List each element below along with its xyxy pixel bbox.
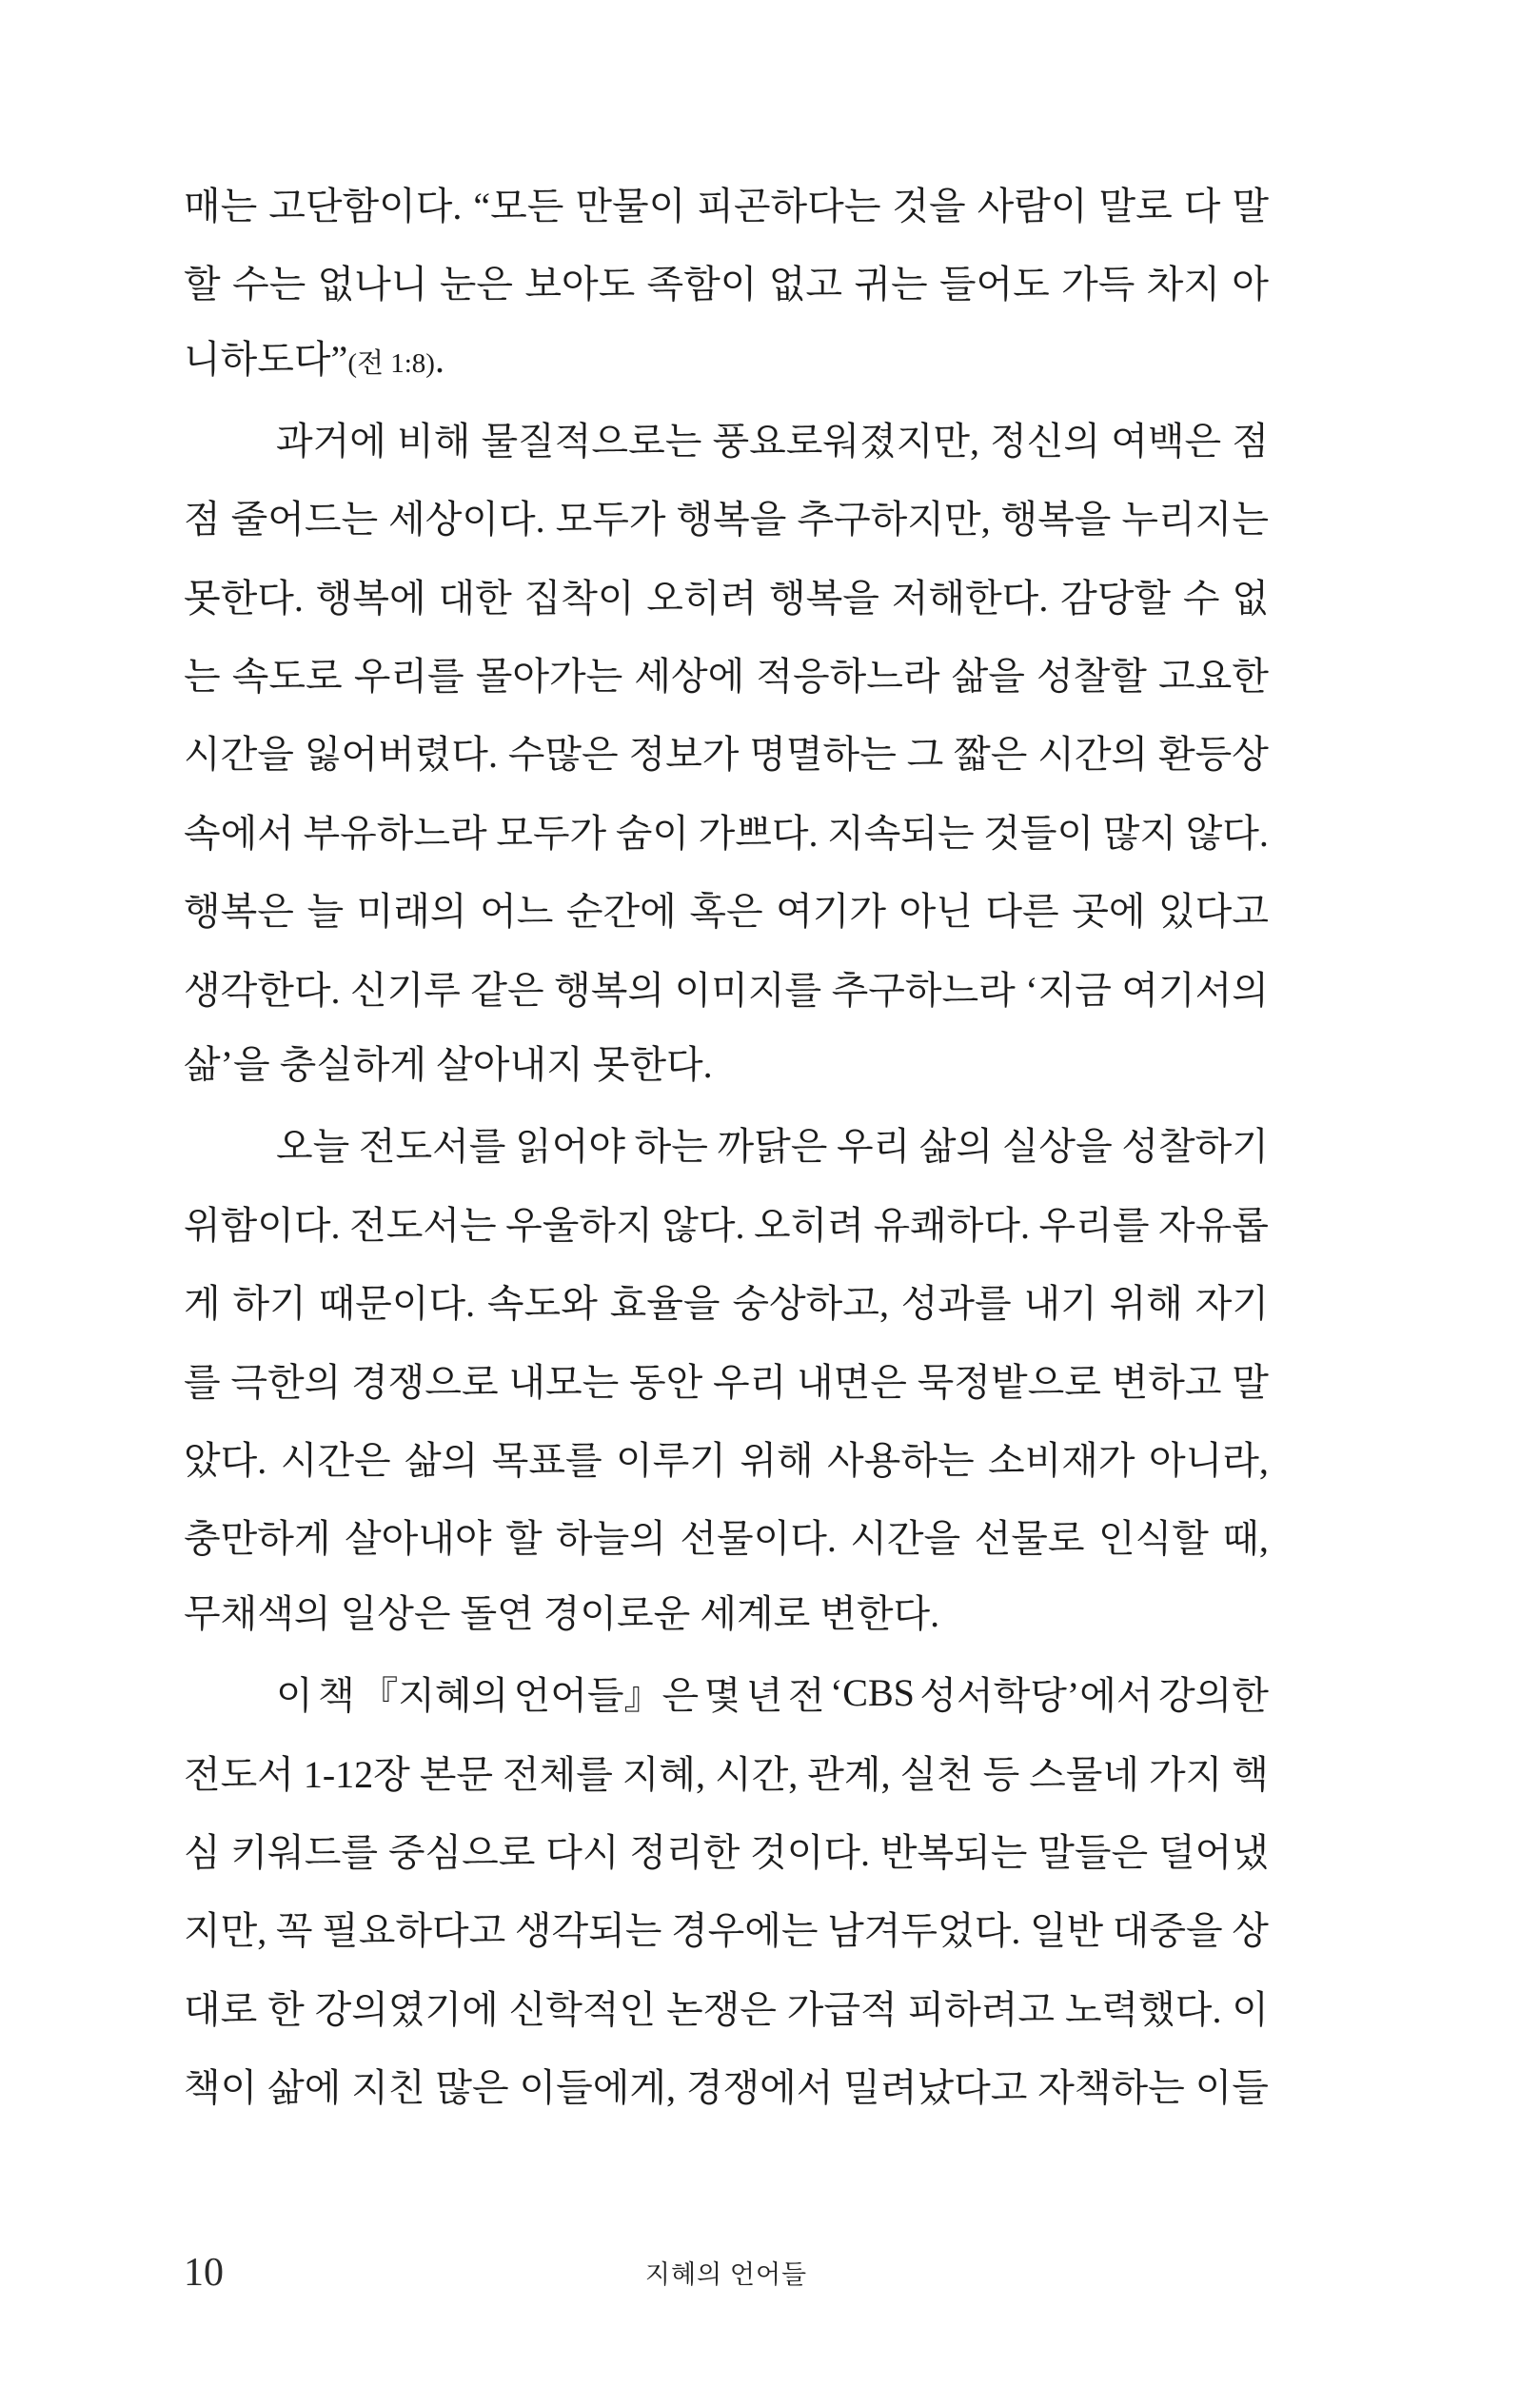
word: 묵정밭으로 [917, 1360, 1101, 1404]
word: 행복을 [676, 498, 787, 542]
word: 몇 [703, 1674, 741, 1718]
text-line [184, 242, 1269, 320]
text-line [184, 713, 1269, 791]
word: 속에서 [184, 811, 294, 855]
word: 삶을 [951, 655, 1025, 699]
word: 감당할 [1060, 576, 1172, 620]
word: 시간을 [850, 1517, 961, 1561]
word: 전 [787, 1674, 825, 1718]
word: 시간의 [1037, 733, 1149, 777]
word: 등 [982, 1752, 1020, 1796]
word: 정리한 [629, 1830, 740, 1874]
text-line [184, 1653, 1269, 1731]
word: 대한 [438, 576, 512, 620]
word: 비해 [397, 419, 471, 463]
word: 세상에 [634, 655, 745, 699]
word: 읽어야 [515, 1125, 625, 1169]
word: 논쟁은 [666, 1987, 777, 2031]
word: 여기가 [776, 890, 887, 934]
word: 눈은 [439, 263, 514, 306]
word: 수많은 [507, 733, 619, 777]
word: 때문이다. [318, 1282, 476, 1326]
text-line [184, 1810, 1269, 1888]
word: 를 [184, 1360, 221, 1404]
word: 『지혜의 [360, 1674, 509, 1718]
word: 여기서의 [1121, 968, 1269, 1012]
word: 내면은 [797, 1360, 907, 1404]
word: 한 [267, 1987, 305, 2031]
text-line: 삶’을 충실하게 살아내지 못한다. [184, 1043, 713, 1087]
word: 보아도 [524, 263, 636, 306]
word: 생각한다. [184, 968, 341, 1012]
word: 세상이다. [388, 498, 545, 542]
word: 신기루 [350, 968, 461, 1012]
word: 수 [1182, 576, 1220, 620]
word: 있다고 [1158, 890, 1269, 934]
word: 않다. [1185, 811, 1269, 855]
word: 스물네 [1029, 1752, 1140, 1796]
word: 실천 [899, 1752, 974, 1796]
body-text-block [184, 164, 1269, 2124]
word: 없나니 [317, 263, 428, 306]
word: 경쟁에서 [685, 2066, 834, 2110]
word: 만물이 [575, 184, 686, 227]
word: 할 [184, 263, 221, 306]
word: 이 [276, 1674, 313, 1718]
word: 남겨두었다. [827, 1909, 1021, 1953]
word: 동안 [628, 1360, 703, 1404]
word: 충만하게 [184, 1517, 331, 1561]
word: 여백은 [1111, 419, 1222, 463]
text-line [184, 1105, 1269, 1183]
word: 우리를 [1038, 1203, 1150, 1247]
word: 누리지는 [1121, 498, 1269, 542]
word: 하기 [232, 1282, 306, 1326]
word: 고단함이다. [268, 184, 463, 227]
word: 물질적으로는 [481, 419, 702, 463]
word: 효율을 [609, 1282, 721, 1326]
word: 지혜, [622, 1752, 706, 1796]
word: 책이 [184, 2066, 258, 2110]
word: 키워드를 [230, 1830, 379, 1874]
word: 생각되는 [514, 1909, 662, 1953]
word: 전도서를 [358, 1125, 506, 1169]
word: 고요한 [1158, 655, 1269, 699]
word: 심 [184, 1830, 221, 1874]
word: 행복에 [315, 576, 426, 620]
word: 오히려 [754, 1203, 864, 1247]
word: 자책하는 [1037, 2066, 1185, 2110]
word: 점 [184, 498, 221, 542]
text-line [184, 2045, 1269, 2123]
page-footer [184, 2244, 1269, 2301]
word: 하는 [634, 1125, 708, 1169]
word: 말들은 [1037, 1830, 1149, 1874]
word: 줄어드는 [230, 498, 379, 542]
word: 말 [1232, 184, 1269, 227]
word: 가득 [1061, 263, 1135, 306]
word: 았다. [184, 1438, 267, 1482]
word: 명멸하는 [749, 733, 897, 777]
word: 늘 [306, 890, 345, 934]
word: 시간은 [280, 1438, 391, 1482]
word: 피곤하다는 [697, 184, 881, 227]
word: 할 [504, 1517, 543, 1561]
word: 추구하느라 [831, 968, 1016, 1012]
word: 저해한다. [891, 576, 1049, 620]
word: 곳에 [1072, 890, 1146, 934]
word: 행복을 [1000, 498, 1112, 542]
word: 관계, [807, 1752, 891, 1796]
text-line [184, 399, 1269, 477]
word: 덜어냈 [1158, 1830, 1269, 1874]
word: 성찰할 [1037, 655, 1147, 699]
word: 우리를 [353, 655, 464, 699]
text-line [184, 1340, 1269, 1418]
word: 때, [1222, 1517, 1269, 1561]
word: 극한의 [230, 1360, 342, 1404]
text-line [184, 791, 1269, 869]
word: 언어들』은 [513, 1674, 700, 1718]
word: 년 [745, 1674, 783, 1718]
word: ‘지금 [1025, 968, 1112, 1012]
word: 말로 [1098, 184, 1173, 227]
word: 내모는 [508, 1360, 620, 1404]
running-title: 지혜의 언어들 [644, 2260, 808, 2289]
word: 차지 [1146, 263, 1220, 306]
word: 집착이 [523, 576, 635, 620]
word: 신학적인 [508, 1987, 657, 2031]
word: 필요하다고 [322, 1909, 506, 1953]
text-line [184, 1418, 1269, 1496]
word: 같은 [470, 968, 544, 1012]
text-line [184, 870, 1269, 948]
page-number: 10 [184, 2251, 224, 2295]
word: 않다. [661, 1203, 745, 1247]
word: 다른 [985, 890, 1059, 934]
word: 과거에 [276, 419, 386, 463]
text-line [184, 634, 1269, 712]
word: 삶의 [405, 1438, 479, 1482]
word: 반복되는 [879, 1830, 1028, 1874]
word: 아닌 [898, 890, 973, 934]
word: 부유하느라 [303, 811, 487, 855]
word: 가급적 [786, 1987, 898, 2031]
word: 못한다. [184, 576, 304, 620]
word: 것을 [892, 184, 966, 227]
word: 하늘의 [555, 1517, 666, 1561]
word: 일반 [1029, 1909, 1104, 1953]
word: 족함이 [646, 263, 758, 306]
text-line [184, 1183, 1269, 1261]
text-line [184, 948, 1269, 1026]
word: 중심으로 [387, 1830, 536, 1874]
word: 적응하느라 [756, 655, 940, 699]
word: 행복의 [554, 968, 665, 1012]
word: ‘CBS [829, 1671, 915, 1715]
word: 짧은 [954, 733, 1028, 777]
word: 삶에 [267, 2066, 342, 2110]
word: 대로 [184, 1987, 258, 2031]
word: 다시 [545, 1830, 620, 1874]
word: 전도서 [184, 1752, 294, 1796]
word: 혹은 [689, 890, 763, 934]
word: 아니라, [1148, 1438, 1269, 1482]
word: 선물이다. [680, 1517, 837, 1561]
word: 가지 [1149, 1752, 1223, 1796]
word: 없 [1232, 576, 1269, 620]
word: 목표를 [491, 1438, 602, 1482]
word: 소비재가 [988, 1438, 1135, 1482]
word: 속도로 [231, 655, 343, 699]
word: 이미지를 [674, 968, 822, 1012]
word: 위함이다. [184, 1203, 341, 1247]
word: 내기 [1023, 1282, 1097, 1326]
word: 본문 [419, 1752, 494, 1796]
word: 지속되는 [827, 811, 975, 855]
word: 그 [906, 733, 944, 777]
word: 숨이 [615, 811, 690, 855]
word: 게 [184, 1282, 221, 1326]
text-line [184, 478, 1269, 556]
word: 피하려고 [907, 1987, 1056, 2031]
word: 변하고 [1111, 1360, 1222, 1404]
word: 것이다. [750, 1830, 871, 1874]
word: 1-12장 [303, 1752, 410, 1796]
word: 자기 [1194, 1282, 1269, 1326]
word: 우리 [713, 1360, 787, 1404]
word: 성서학당’에서 [919, 1674, 1154, 1718]
word: 순간에 [565, 890, 677, 934]
word: 전체를 [502, 1752, 613, 1796]
word: 성찰하기 [1121, 1125, 1269, 1169]
word: 대중을 [1112, 1909, 1223, 1953]
word: 시간, [714, 1752, 799, 1796]
word: 많지 [1102, 811, 1177, 855]
word: 숭상하고, [732, 1282, 889, 1326]
text-line [184, 164, 1269, 242]
word: 풍요로워졌지만, [712, 419, 979, 463]
word: 몰아가는 [475, 655, 623, 699]
word: 경우에는 [671, 1909, 819, 1953]
word: 속도와 [486, 1282, 598, 1326]
word: 오늘 [276, 1125, 350, 1169]
word: 어느 [480, 890, 554, 934]
word: 행복을 [769, 576, 879, 620]
word: 모두가 [555, 498, 666, 542]
word: 모두가 [496, 811, 607, 855]
word: 지만, [184, 1909, 267, 1953]
word: 까닭은 [717, 1125, 828, 1169]
word: 사람이 [977, 184, 1088, 227]
word: 밀려났다고 [843, 2066, 1028, 2110]
word: 핵 [1232, 1752, 1269, 1796]
word: 인식할 [1097, 1517, 1209, 1561]
word: 귀는 [854, 263, 928, 306]
word: 유쾌하다. [873, 1203, 1031, 1247]
text-line [184, 321, 1269, 399]
text-line [184, 1497, 1269, 1575]
word: 성과를 [900, 1282, 1012, 1326]
word: 시간을 [184, 733, 294, 777]
scripture-citation: (전 1:8) [347, 347, 435, 379]
word: 말 [1232, 1360, 1269, 1404]
word: 오히려 [646, 576, 758, 620]
word: 것들이 [983, 811, 1095, 855]
word: 사용하는 [827, 1438, 975, 1482]
text-line [184, 1261, 1269, 1339]
word: 정보가 [628, 733, 740, 777]
word: 이들에게, [519, 2066, 676, 2110]
word: 자유롭 [1157, 1203, 1269, 1247]
word: 이들 [1194, 2066, 1269, 2110]
word: 수는 [231, 263, 306, 306]
word: 들어도 [938, 263, 1050, 306]
word: 지친 [351, 2066, 425, 2110]
word: 노력했다. [1064, 1987, 1222, 2031]
word: 는 [184, 655, 221, 699]
text-segment: 니하도다” [184, 337, 348, 381]
word: 추구하지만, [797, 498, 991, 542]
word: 위해 [740, 1438, 814, 1482]
word: 살아내야 [344, 1517, 492, 1561]
word: 많은 [435, 2066, 509, 2110]
word: 삶의 [918, 1125, 994, 1169]
word: 전도서는 [349, 1203, 497, 1247]
word: 이 [1232, 1987, 1269, 2031]
text-segment: . [434, 337, 444, 381]
word: 점 [1232, 419, 1269, 463]
word: 우리 [837, 1125, 911, 1169]
word: 책 [318, 1674, 355, 1718]
word: 우울하지 [505, 1203, 653, 1247]
word: 선물로 [974, 1517, 1085, 1561]
word: 잃어버렸다. [304, 733, 498, 777]
text-line [184, 1889, 1269, 1967]
word: 꼭 [275, 1909, 313, 1953]
text-line [184, 1732, 1269, 1810]
word: 경쟁으로 [351, 1360, 499, 1404]
word: 상 [1232, 1909, 1269, 1953]
word: 가쁘다. [698, 811, 819, 855]
word: 이루기 [616, 1438, 726, 1482]
word: 미래의 [356, 890, 467, 934]
text-line: 무채색의 일상은 돌연 경이로운 세계로 변한다. [184, 1592, 940, 1636]
word: 강의한 [1158, 1674, 1269, 1718]
word: 강의였기에 [314, 1987, 499, 2031]
word: 다 [1183, 184, 1221, 227]
word: 정신의 [990, 419, 1101, 463]
word: 환등상 [1158, 733, 1269, 777]
text-line [184, 556, 1269, 634]
word: 실상을 [1001, 1125, 1113, 1169]
word: 위해 [1109, 1282, 1183, 1326]
word: 없고 [768, 263, 843, 306]
word: 행복은 [184, 890, 294, 934]
word: 아 [1232, 263, 1269, 306]
text-line [184, 1967, 1269, 2045]
word: 매는 [184, 184, 258, 227]
word: “모든 [473, 184, 564, 227]
